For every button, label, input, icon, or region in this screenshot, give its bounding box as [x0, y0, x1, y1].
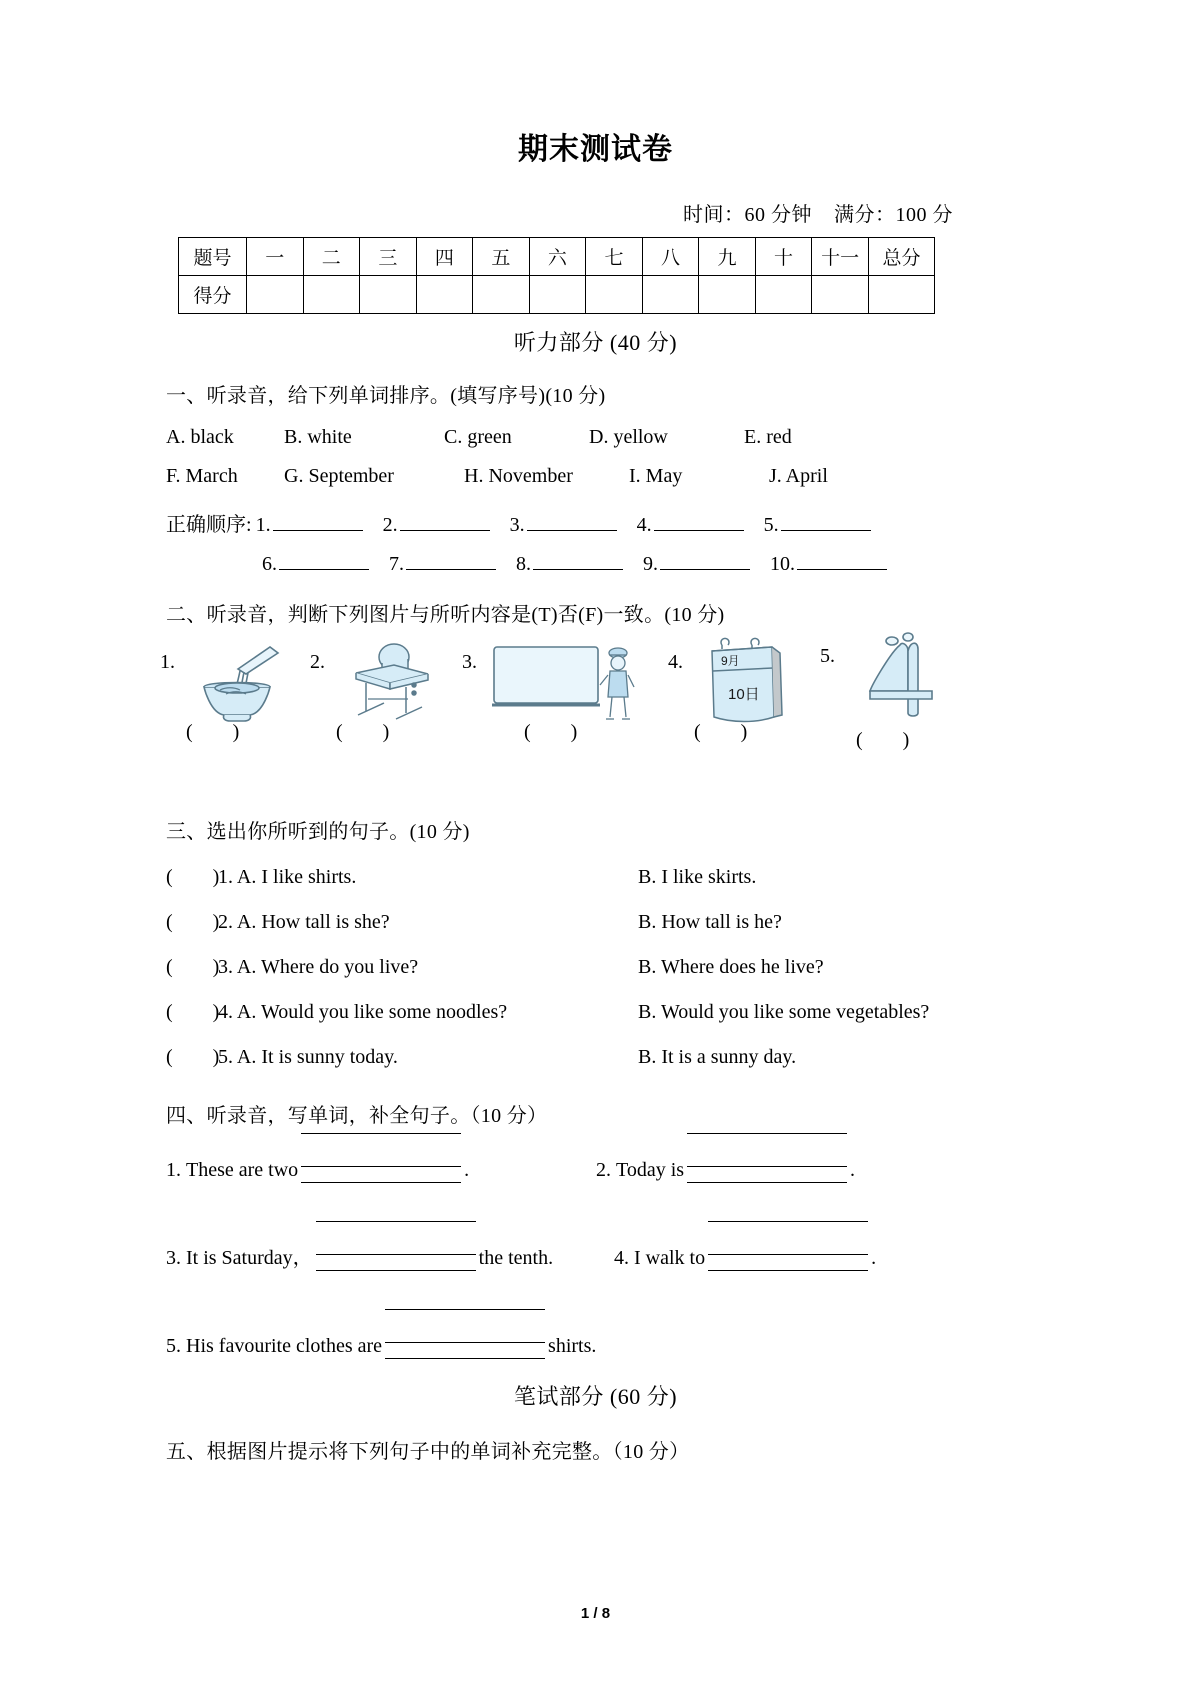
score-col-9: 九: [699, 238, 756, 276]
noodle-bowl-icon: [186, 641, 296, 721]
option-a: A. black: [166, 426, 234, 448]
choice-option-a-5[interactable]: [218, 1046, 638, 1069]
calendar-day-text: 10日: [728, 686, 760, 703]
answer-num-7: 7.: [389, 553, 404, 575]
score-cell-11[interactable]: [812, 276, 869, 314]
fill-row-5: [166, 1318, 1191, 1358]
choice-bracket-5[interactable]: ( ): [166, 1046, 220, 1068]
fill-item-3: [166, 1230, 596, 1270]
section-2-heading: 二、听录音，判断下列图片与所听内容是(T)否(F)一致。(10 分): [166, 604, 725, 626]
score-table: [178, 237, 935, 314]
answer-blank-6[interactable]: [279, 554, 369, 570]
score-table-wrapper: [0, 237, 1191, 314]
picture-num-3: 3.: [462, 651, 477, 673]
option-f: F. March: [166, 465, 238, 487]
choice-bracket-4[interactable]: ( ): [166, 1001, 220, 1023]
choice-row-4: [0, 1001, 1191, 1024]
score-col-3: 三: [360, 238, 417, 276]
answer-item-10: [770, 553, 887, 576]
choice-num-1: 1.: [218, 866, 233, 888]
answer-num-4: 4.: [636, 514, 652, 536]
option-c: C. green: [444, 426, 512, 448]
choice-option-b-4[interactable]: B. Would you like some vegetables?: [638, 1001, 930, 1023]
picture-num-5: 5.: [820, 645, 835, 667]
fill-blank-3[interactable]: [316, 1221, 476, 1255]
score-cell-10[interactable]: [755, 276, 812, 314]
fill-item-4: [614, 1230, 876, 1270]
score-cell-2[interactable]: [303, 276, 360, 314]
fill-after-1: .: [464, 1159, 470, 1181]
correct-order-label: 正确顺序:: [166, 514, 252, 536]
written-part-heading: 笔试部分 (60 分): [513, 1384, 678, 1409]
fill-before-3: It is Saturday，: [186, 1247, 313, 1269]
score-col-6: 六: [529, 238, 586, 276]
picture-bracket-2[interactable]: ( ): [336, 721, 390, 743]
answer-item-1: [256, 514, 363, 537]
choice-option-b-1[interactable]: B. I like skirts.: [638, 866, 757, 888]
answer-item-5: [764, 514, 871, 537]
section-1-heading: 一、听录音，给下列单词排序。(填写序号)(10 分): [166, 385, 606, 407]
picture-bracket-3[interactable]: ( ): [524, 721, 578, 743]
score-col-5: 五: [473, 238, 530, 276]
score-col-total: 总分: [869, 238, 935, 276]
choice-option-a-3[interactable]: [218, 956, 638, 979]
fill-after-2: .: [850, 1159, 856, 1181]
section-1-options-row-2: [0, 465, 1191, 488]
answer-item-7: [389, 553, 496, 576]
choice-text-a-1: A. I like shirts.: [236, 866, 357, 888]
picture-num-2: 2.: [310, 651, 325, 673]
picture-bracket-1[interactable]: ( ): [186, 721, 240, 743]
choice-option-a-1[interactable]: [218, 866, 638, 889]
fill-before-1: These are two: [186, 1159, 299, 1181]
calendar-month-text: 9月: [721, 654, 740, 668]
fill-num-3: 3.: [166, 1247, 181, 1269]
choice-bracket-3[interactable]: ( ): [166, 956, 220, 978]
fill-num-2: 2.: [596, 1159, 611, 1181]
score-cell-1[interactable]: [247, 276, 304, 314]
answer-num-10: 10.: [770, 553, 795, 575]
answer-item-6: [262, 553, 369, 576]
section-1-answer-row-1: [0, 508, 1191, 537]
answer-num-3: 3.: [509, 514, 525, 536]
answer-num-5: 5.: [763, 514, 779, 536]
number-four-icon: [846, 627, 956, 707]
score-col-11: 十一: [812, 238, 869, 276]
answer-item-4: [637, 514, 744, 537]
answer-num-2: 2.: [382, 514, 398, 536]
full-score-label: 满分：100 分: [834, 204, 953, 226]
choice-text-a-4: A. Would you like some noodles?: [236, 1001, 508, 1023]
answer-item-2: [383, 514, 490, 537]
fill-num-1: 1.: [166, 1159, 181, 1181]
answer-blank-9[interactable]: [660, 554, 750, 570]
fill-num-5: 5.: [166, 1335, 181, 1357]
choice-row-2: [0, 911, 1191, 934]
row-label-question-number: 题号: [179, 238, 247, 276]
option-j: J. April: [769, 465, 828, 487]
choice-bracket-1[interactable]: ( ): [166, 866, 220, 888]
fill-blank-5[interactable]: [385, 1309, 545, 1343]
fill-blank-1[interactable]: [301, 1133, 461, 1167]
answer-item-9: [643, 553, 750, 576]
choice-bracket-2[interactable]: ( ): [166, 911, 220, 933]
fill-blank-4[interactable]: [708, 1221, 868, 1255]
score-col-8: 八: [642, 238, 699, 276]
fill-num-4: 4.: [614, 1247, 629, 1269]
listening-part-heading: 听力部分 (40 分): [513, 330, 678, 355]
fill-before-2: Today is: [616, 1159, 685, 1181]
choice-text-a-5: A. It is sunny today.: [236, 1046, 398, 1068]
score-cell-4[interactable]: [416, 276, 473, 314]
choice-row-3: [0, 956, 1191, 979]
fill-after-4: .: [871, 1247, 877, 1269]
time-label: 时间：60 分钟: [683, 204, 812, 226]
option-h: H. November: [464, 465, 573, 487]
picture-num-1: 1.: [160, 651, 175, 673]
answer-blank-5[interactable]: [781, 515, 871, 531]
section-3-heading: 三、选出你所听到的句子。(10 分): [166, 821, 470, 843]
table-row-question-numbers: [179, 238, 935, 276]
answer-blank-10[interactable]: [797, 554, 887, 570]
choice-num-3: 3.: [218, 956, 233, 978]
option-g: G. September: [284, 465, 394, 487]
fill-before-5: His favourite clothes are: [186, 1335, 383, 1357]
whiteboard-teacher-icon: [488, 641, 648, 721]
page-footer: 1 / 8: [580, 1605, 611, 1622]
score-col-4: 四: [416, 238, 473, 276]
section-1-answer-row-2: [0, 553, 1191, 576]
choice-text-a-2: A. How tall is she?: [236, 911, 390, 933]
choice-text-a-3: A. Where do you live?: [236, 956, 419, 978]
section-2-picture-row: [0, 641, 1191, 771]
row-label-score: 得分: [179, 276, 247, 314]
answer-item-3: [510, 514, 617, 537]
choice-option-b-5[interactable]: B. It is a sunny day.: [638, 1046, 797, 1068]
fill-row-3-4: [166, 1230, 1191, 1270]
fill-item-5: [166, 1318, 596, 1358]
score-col-1: 一: [247, 238, 304, 276]
score-cell-7[interactable]: [586, 276, 643, 314]
score-cell-5[interactable]: [473, 276, 530, 314]
fill-item-2: [596, 1142, 855, 1182]
option-d: D. yellow: [589, 426, 668, 448]
answer-blank-3[interactable]: [527, 515, 617, 531]
score-cell-total[interactable]: [869, 276, 935, 314]
choice-num-5: 5.: [218, 1046, 233, 1068]
score-col-10: 十: [755, 238, 812, 276]
fill-row-1-2: [166, 1142, 1191, 1182]
picture-bracket-4[interactable]: ( ): [694, 721, 748, 743]
school-desk-icon: [336, 641, 446, 721]
choice-option-a-2[interactable]: [218, 911, 638, 934]
answer-num-8: 8.: [516, 553, 531, 575]
choice-num-4: 4.: [218, 1001, 233, 1023]
option-i: I. May: [629, 465, 683, 487]
section-1-options-row-1: [0, 426, 1191, 449]
score-cell-3[interactable]: [360, 276, 417, 314]
answer-item-8: [516, 553, 623, 576]
fill-after-5: shirts.: [548, 1335, 597, 1357]
answer-num-6: 6.: [262, 553, 277, 575]
choice-option-b-2[interactable]: B. How tall is he?: [638, 911, 782, 933]
answer-blank-8[interactable]: [533, 554, 623, 570]
score-col-2: 二: [303, 238, 360, 276]
section-5-heading: 五、根据图片提示将下列句子中的单词补充完整。（10 分）: [166, 1441, 690, 1463]
choice-option-a-4[interactable]: [218, 1001, 638, 1024]
fill-blank-2[interactable]: [687, 1133, 847, 1167]
answer-blank-7[interactable]: [406, 554, 496, 570]
choice-row-5: [0, 1046, 1191, 1069]
choice-num-2: 2.: [218, 911, 233, 933]
fill-after-3: the tenth.: [478, 1247, 554, 1269]
score-cell-6[interactable]: [529, 276, 586, 314]
answer-blank-4[interactable]: [654, 515, 744, 531]
picture-bracket-5[interactable]: ( ): [856, 729, 910, 751]
score-cell-9[interactable]: [699, 276, 756, 314]
fill-before-4: I walk to: [634, 1247, 706, 1269]
time-and-score-line: [0, 198, 1191, 227]
choice-option-b-3[interactable]: B. Where does he live?: [638, 956, 824, 978]
score-cell-8[interactable]: [642, 276, 699, 314]
calendar-icon: [694, 637, 804, 717]
score-col-7: 七: [586, 238, 643, 276]
choice-row-1: [0, 866, 1191, 889]
answer-blank-2[interactable]: [400, 515, 490, 531]
picture-num-4: 4.: [668, 651, 683, 673]
fill-item-1: [166, 1142, 596, 1182]
answer-blank-1[interactable]: [273, 515, 363, 531]
answer-num-9: 9.: [643, 553, 658, 575]
option-e: E. red: [744, 426, 792, 448]
section-4-heading: 四、听录音，写单词，补全句子。（10 分）: [166, 1105, 548, 1127]
section-4-fill-block: [0, 1142, 1191, 1358]
page-title: 期末测试卷: [518, 133, 673, 166]
option-b: B. white: [284, 426, 352, 448]
table-row-scores: [179, 276, 935, 314]
answer-num-1: 1.: [255, 514, 271, 536]
